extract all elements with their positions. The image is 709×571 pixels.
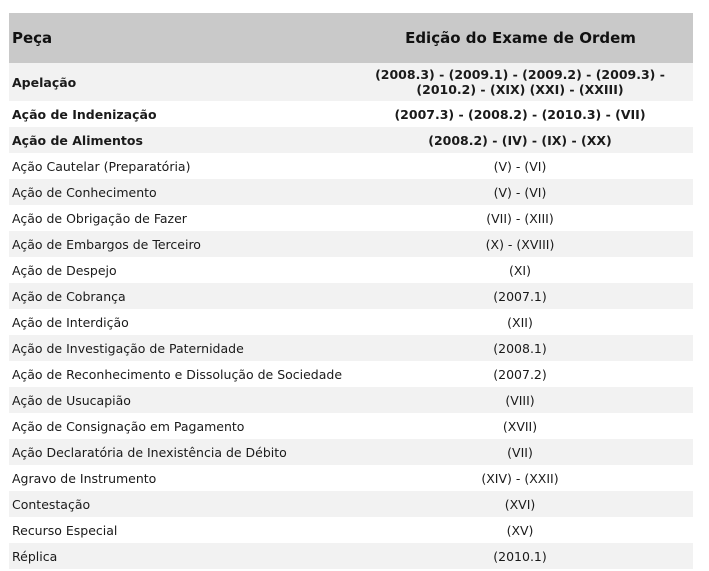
row-edition: (VII) <box>507 444 533 460</box>
row-piece: Réplica <box>12 548 58 564</box>
row-edition: (2007.2) <box>493 366 547 382</box>
table-row <box>9 491 693 517</box>
row-edition: (VII) - (XIII) <box>486 210 554 226</box>
row-piece: Ação de Cobrança <box>12 288 126 304</box>
table-row <box>9 257 693 283</box>
row-piece: Ação de Alimentos <box>12 132 143 148</box>
table-row <box>9 309 693 335</box>
row-edition: (XII) <box>507 314 533 330</box>
row-piece: Ação de Consignação em Pagamento <box>12 418 245 434</box>
table-row <box>9 205 693 231</box>
row-piece: Ação de Indenização <box>12 106 157 122</box>
row-piece: Apelação <box>12 74 77 90</box>
table-row <box>9 465 693 491</box>
table-row <box>9 517 693 543</box>
table-row <box>9 101 693 127</box>
row-piece: Ação Cautelar (Preparatória) <box>12 158 191 174</box>
row-piece: Ação de Usucapião <box>12 392 131 408</box>
table-row <box>9 439 693 465</box>
row-piece: Ação de Despejo <box>12 262 117 278</box>
row-edition: (VIII) <box>505 392 535 408</box>
row-edition: (X) - (XVIII) <box>485 236 555 252</box>
header-edition: Edição do Exame de Ordem <box>405 29 636 47</box>
row-edition: (2008.1) <box>493 340 547 356</box>
header-piece: Peça <box>12 29 53 47</box>
row-edition: (2008.2) - (IV) - (IX) - (XX) <box>428 132 612 148</box>
row-edition: (XI) <box>508 262 531 278</box>
row-edition: (2010.1) <box>493 548 547 564</box>
row-edition: (2007.3) - (2008.2) - (2010.3) - (VII) <box>394 106 646 122</box>
table-row <box>9 179 693 205</box>
table-row <box>9 153 693 179</box>
exam-pieces-table <box>9 13 693 569</box>
row-edition: (V) - (VI) <box>493 158 547 174</box>
table-row <box>9 127 693 153</box>
row-piece: Ação de Conhecimento <box>12 184 157 200</box>
row-piece: Ação Declaratória de Inexistência de Débito <box>12 444 287 460</box>
row-piece: Ação de Reconhecimento e Dissolução de Sociedade <box>12 366 343 382</box>
table-row <box>9 387 693 413</box>
row-edition: (2008.3) - (2009.1) - (2009.2) - (2009.3) - (2010.2) - (XIX) (XXI) - (XXIII) <box>375 67 665 97</box>
row-piece: Contestação <box>12 496 91 512</box>
row-edition: (XIV) - (XXII) <box>481 470 559 486</box>
table-row <box>9 543 693 569</box>
table-row <box>9 335 693 361</box>
table-row <box>9 283 693 309</box>
row-piece: Ação de Interdição <box>12 314 129 330</box>
row-piece: Recurso Especial <box>12 522 118 538</box>
row-edition: (2007.1) <box>493 288 547 304</box>
row-edition: (XVI) <box>504 496 536 512</box>
table-row <box>9 231 693 257</box>
table-row <box>9 361 693 387</box>
row-piece: Ação de Obrigação de Fazer <box>12 210 187 226</box>
row-edition: (V) - (VI) <box>493 184 547 200</box>
row-piece: Agravo de Instrumento <box>12 470 157 486</box>
table-row <box>9 413 693 439</box>
row-edition: (XV) <box>506 522 534 538</box>
row-piece: Ação de Embargos de Terceiro <box>12 236 201 252</box>
table-header <box>9 13 693 63</box>
table-row <box>9 63 693 101</box>
row-piece: Ação de Investigação de Paternidade <box>12 340 244 356</box>
row-edition: (XVII) <box>502 418 538 434</box>
